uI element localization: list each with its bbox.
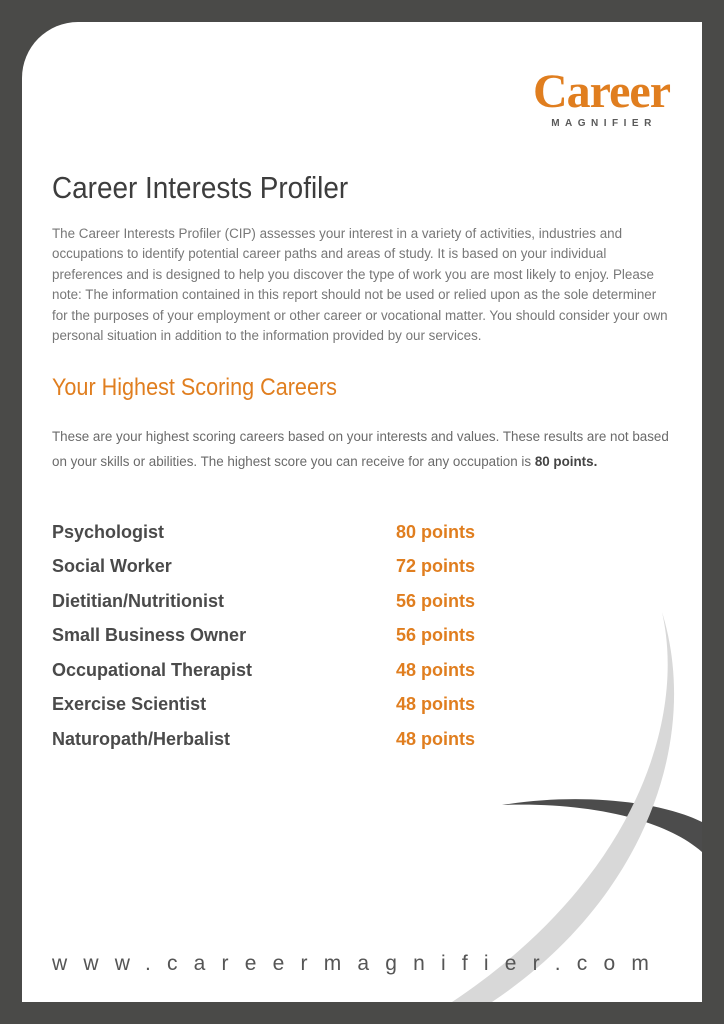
career-row [52, 515, 475, 550]
career-score: 48 points [396, 659, 476, 680]
career-name: Naturopath/Herbalist [52, 728, 231, 749]
career-row [52, 584, 475, 619]
career-score: 48 points [396, 728, 476, 749]
logo-subtitle: MAGNIFIER [551, 118, 657, 129]
logo-word: Career [532, 65, 670, 118]
career-score: 56 points [396, 625, 476, 646]
career-row [52, 550, 475, 585]
website-url: www.careermagnifier.com [52, 952, 666, 975]
career-name: Social Worker [52, 556, 172, 577]
career-row [52, 653, 475, 688]
section-title: Your Highest Scoring Careers [52, 374, 337, 401]
career-score: 56 points [396, 590, 476, 611]
career-score: 72 points [396, 556, 476, 577]
career-score: 48 points [396, 694, 476, 715]
description-text: These are your highest scoring careers based on your interests and values. These results are not based on your skills or abilities. The highest score you can receive for any occupation is [52, 429, 669, 469]
intro-paragraph: The Career Interests Profiler (CIP) assesses your interest in a variety of activities, industries and occupations to identify potential career paths and areas of study. It is based on your individual preferences and is designed to help you discover the type of work you are most likely to enjoy. Please note: The information contained in this report should not be used or relied upon as the sole determiner for the purposes of your employment or other career or vocational matter. You should consider your own personal situation in addition to the information provided by our services. [52, 226, 668, 344]
career-name: Psychologist [52, 521, 165, 542]
career-row [52, 619, 475, 654]
career-name: Exercise Scientist [52, 694, 207, 715]
career-score: 80 points [396, 521, 476, 542]
section-description [52, 424, 677, 474]
max-score-text: 80 points. [534, 454, 598, 469]
career-row [52, 688, 475, 723]
careers-list [52, 515, 475, 757]
career-name: Occupational Therapist [52, 659, 253, 680]
career-name: Small Business Owner [52, 625, 247, 646]
report-page [22, 22, 702, 1002]
decorative-swoosh [22, 22, 702, 1002]
career-row [52, 722, 475, 757]
page-title: Career Interests Profiler [52, 170, 349, 205]
career-magnifier-logo [532, 65, 670, 129]
career-name: Dietitian/Nutritionist [52, 590, 224, 611]
